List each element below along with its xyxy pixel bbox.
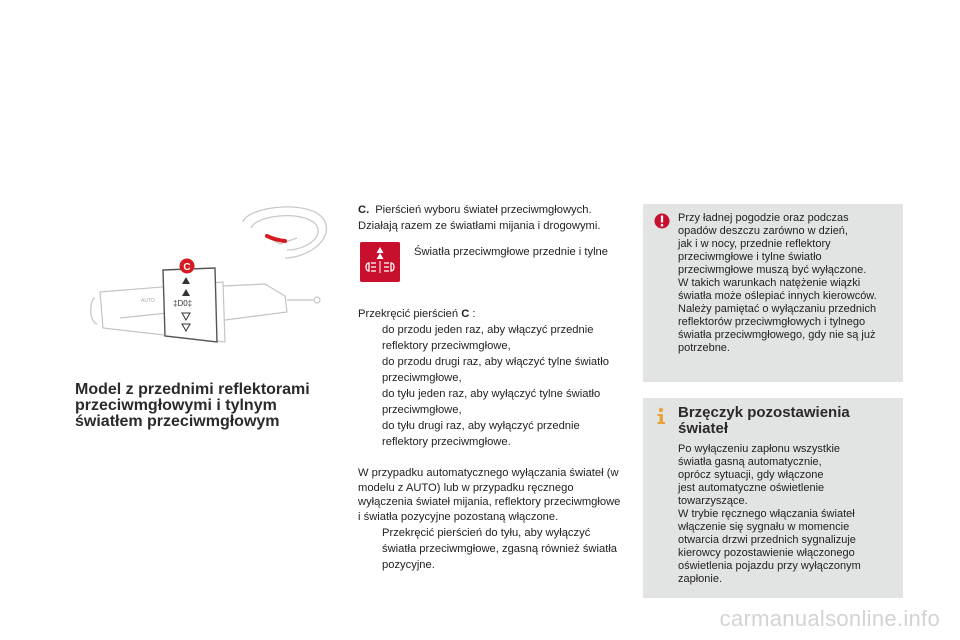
bullet-text: Przekręcić pierścień do tyłu, aby wyłączyć światła przeciwmgłowe, zgasną również światła pozycyjne. <box>382 527 618 571</box>
warning-text: Przy ładnej pogodzie oraz podczas opadów deszczu zarówno w dzień, jak i w nocy, przednie reflektory przeciwmgłowe i tylne światło przeciwmgłowe muszą być wyłączone. W takich warunkach natężenie wiązki światła może oślepiać innych kierowców. Należy pamiętać o wyłączaniu przednich reflektorów przeciwmgłowych i tylnego światła przeciwmgłowego, gdy nie są już potrzebne. <box>678 212 877 354</box>
warning-icon <box>654 212 670 230</box>
reminder-title: Brzęczyk pozostawienia świateł <box>678 404 850 437</box>
section-heading: Model z przednimi reflektorami przeciwmgłowymi i tylnym światłem przeciwmgłowym <box>75 381 310 430</box>
front-and-rear-fog-lights-icon <box>360 242 400 282</box>
pictogram-caption: Światła przeciwmgłowe przednie i tylne <box>414 246 609 258</box>
callout-c-letter: C <box>183 262 191 273</box>
bullet-text: do przodu drugi raz, aby włączyć tylne światło przeciwmgłowe, <box>382 356 609 384</box>
ring-description-text: Pierścień wyboru świateł przeciwmgłowych. Działają razem ze światłami mijania i drogowymi. <box>358 204 601 232</box>
warning-box <box>643 204 903 382</box>
light-stalk-illustration <box>75 200 345 350</box>
list-item <box>358 354 623 386</box>
list-item <box>358 386 623 418</box>
bullet-text: do przodu jeden raz, aby włączyć przednie reflektory przeciwmgłowe, <box>382 324 594 352</box>
fog-light-ring <box>163 268 217 342</box>
auto-label: AUTO <box>141 298 155 304</box>
fog-symbol: ‡D0‡ <box>173 299 193 308</box>
list-item <box>358 418 623 450</box>
watermark: carmanualsonline.info <box>719 606 940 631</box>
reminder-text: Po wyłączeniu zapłonu wszystkie światła gasną automatycznie, oprócz sytuacji, gdy włączone jest automatyczne oświetlenie towarzyszące. W trybie ręcznego włączania świateł włączenie się sygnału w momencie otwarcia drzwi przednich sygnalizuje kierowcy pozostawienie włączonego oświetlenia pojazdu przy wyłączonym zapłonie. <box>678 443 861 585</box>
main-text-column <box>358 202 623 573</box>
bullet-text: do tyłu drugi raz, aby wyłączyć przednie reflektory przeciwmgłowe. <box>382 420 580 448</box>
auto-paragraph: W przypadku automatycznego wyłączania świateł (w modelu z AUTO) lub w przypadku ręcznego wyłączenia świateł mijania, reflektory przeciwmgłowe i światła pozycyjne pozostaną włączone. <box>358 467 621 523</box>
turn-intro-text: Przekręcić pierścień <box>358 308 462 320</box>
auto-bullet-list <box>358 525 623 573</box>
turn-intro-letter: C <box>461 308 470 320</box>
turn-bullet-list <box>358 322 623 450</box>
red-marker <box>267 236 285 241</box>
ring-description <box>358 202 623 234</box>
fog-pictogram-row <box>358 240 623 296</box>
list-item <box>358 322 623 354</box>
info-icon <box>654 407 668 425</box>
bullet-text: do tyłu jeden raz, aby wyłączyć tylne światło przeciwmgłowe, <box>382 388 601 416</box>
ring-letter: C. <box>358 204 370 216</box>
turn-intro-colon: : <box>469 308 476 320</box>
turn-intro <box>358 306 623 322</box>
list-item <box>358 525 623 573</box>
steering-wheel <box>243 207 326 258</box>
